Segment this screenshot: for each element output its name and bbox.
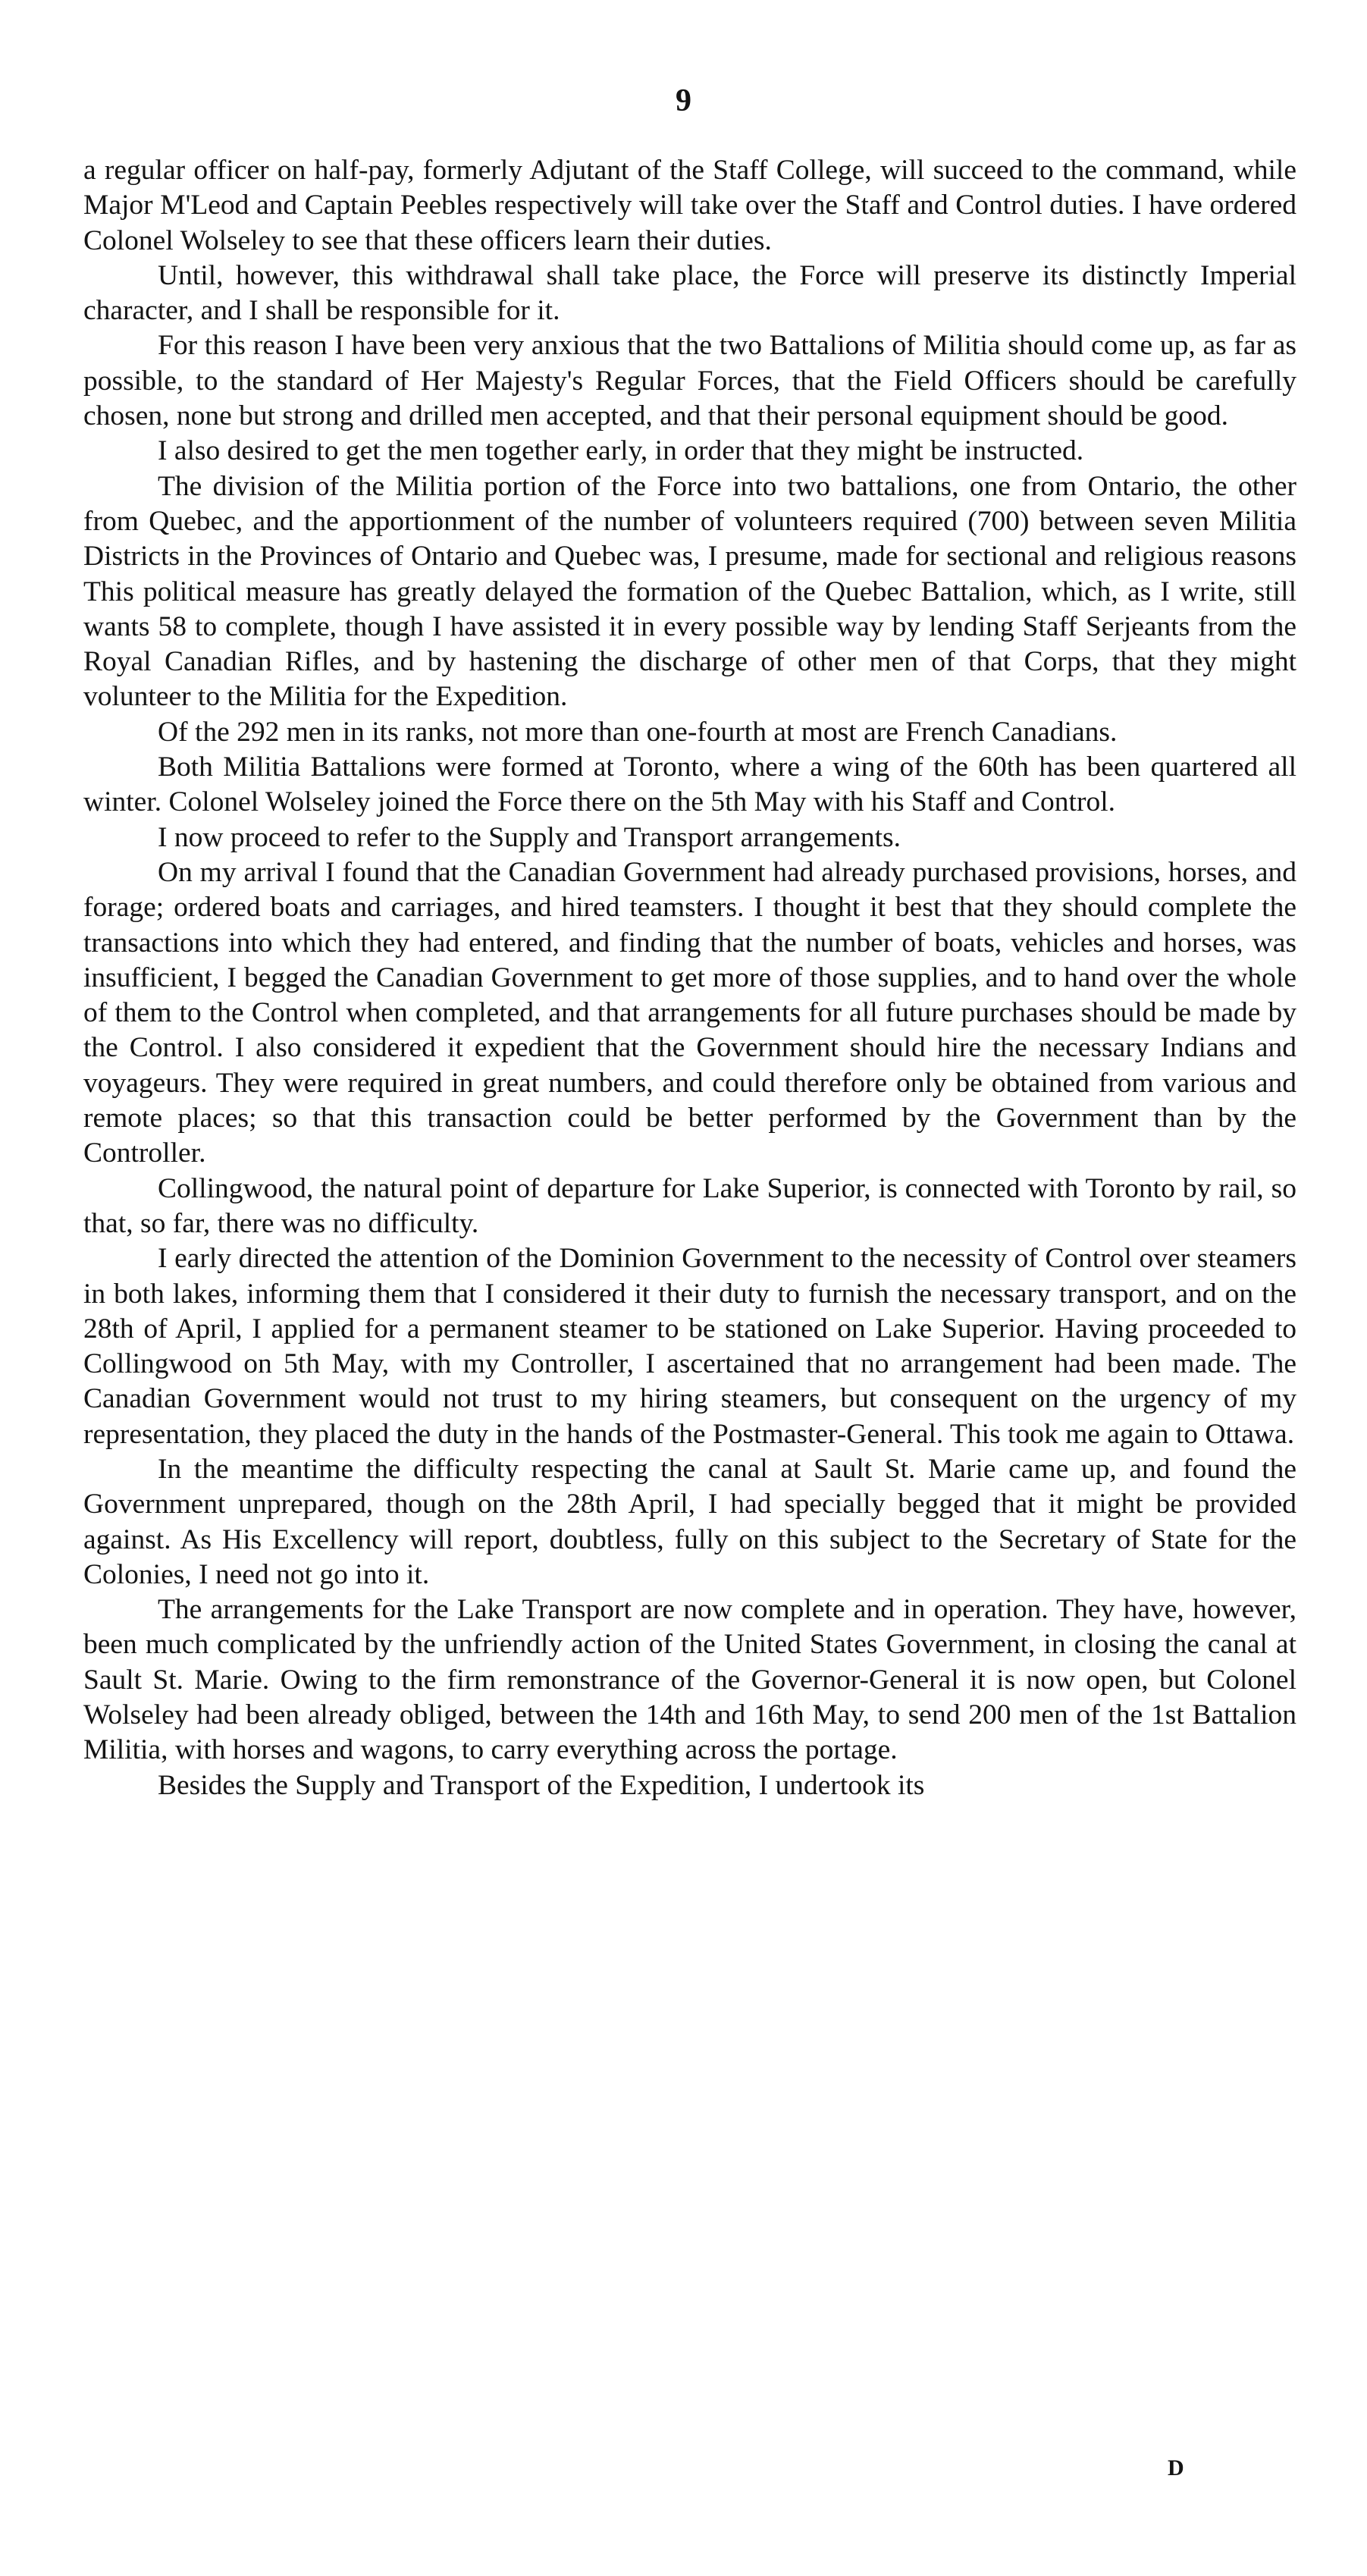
- paragraph: Both Militia Battalions were formed at Toronto, where a wing of the 60th has been quartered all winter. Colonel Wolseley joined the Force there on the 5th May with his Staff and Control.: [83, 751, 1296, 818]
- paragraph: In the meantime the difficulty respecting the canal at Sault St. Marie came up, and found the Government unprepared, though on the 28th April, I had specially begged that it might be provided against. As His Excellency will report, doubtless, fully on this subject to the Secretary of State for the Colonies, I need not go into it.: [83, 1453, 1296, 1590]
- paragraph: Besides the Supply and Transport of the Expedition, I undertook its: [158, 1769, 925, 1801]
- paragraph: Collingwood, the natural point of departure for Lake Superior, is connected with Toronto by rail, so that, so far, there was no difficulty.: [83, 1172, 1296, 1239]
- paragraph: Of the 292 men in its ranks, not more than one-fourth at most are French Canadians.: [158, 716, 1118, 748]
- paragraph: The division of the Militia portion of the Force into two battalions, one from Ontario, the other from Quebec, and the apportionment of the number of volunteers required (700) between seven Militia Districts in the Provinces of Ontario and Quebec was, I presume, made for sectional and religious reasons This political measure has greatly delayed the formation of the Quebec Battalion, which, as I write, still wants 58 to complete, though I have assisted it in every possible way by lending Staff Serjeants from the Royal Canadian Rifles, and by hastening the discharge of other men of that Corps, that they might volunteer to the Militia for the Expedition.: [83, 470, 1296, 713]
- paragraph: The arrangements for the Lake Transport are now complete and in operation. They have, however, been much complicated by the unfriendly action of the United States Government, in closing the canal at Sault St. Marie. Owing to the firm remonstrance of the Governor-General it is now open, but Colonel Wolseley had been already obliged, between the 14th and 16th May, to send 200 men of the 1st Battalion Militia, with horses and wagons, to carry everything across the portage.: [83, 1594, 1296, 1766]
- paragraph: I now proceed to refer to the Supply and Transport arrangements.: [158, 821, 901, 853]
- paragraph: a regular officer on half-pay, formerly Adjutant of the Staff College, will succeed to the command, while Major M'Leod and Captain Peebles respectively will take over the Staff and Control duties. I have ordered Colonel Wolseley to see that these officers learn their duties.: [83, 155, 1296, 256]
- paragraph: I early directed the attention of the Dominion Government to the necessity of Control over steamers in both lakes, informing them that I considered it their duty to furnish the necessary transport, and on the 28th of April, I applied for a permanent steamer to be stationed on Lake Superior. Having proceeded to Collingwood on 5th May, with my Controller, I ascertained that no arrangement had been made. The Canadian Government would not trust to my hiring steamers, but consequent on the urgency of my representation, they placed the duty in the hands of the Postmaster-General. This took me again to Ottawa.: [83, 1243, 1296, 1450]
- paragraph: For this reason I have been very anxious that the two Battalions of Militia should come up, as far as possible, to the standard of Her Majesty's Regular Forces, that the Field Officers should be carefully chosen, none but strong and drilled men accepted, and that their personal equipment should be good.: [83, 330, 1296, 432]
- signature-mark: D: [1168, 2455, 1184, 2480]
- paragraph: Until, however, this withdrawal shall take place, the Force will preserve its distinctly Imperial character, and I shall be responsible for it.: [83, 259, 1296, 327]
- page-number: 9: [676, 83, 691, 118]
- paragraph: On my arrival I found that the Canadian Government had already purchased provisions, horses, and forage; ordered boats and carriages, and hired teamsters. I thought it best that they should complete the transactions into which they had entered, and finding that the number of boats, vehicles and horses, was insufficient, I begged the Canadian Government to get more of those supplies, and to hand over the whole of them to the Control when completed, and that arrangements for all future purchases should be made by the Control. I also considered it expedient that the Government should hire the necessary Indians and voyageurs. They were required in great numbers, and could therefore only be obtained from various and remote places; so that this transaction could be better performed by the Government than by the Controller.: [83, 856, 1296, 1169]
- body-text: [83, 153, 1296, 1803]
- paragraph: I also desired to get the men together early, in order that they might be instructed.: [158, 435, 1084, 467]
